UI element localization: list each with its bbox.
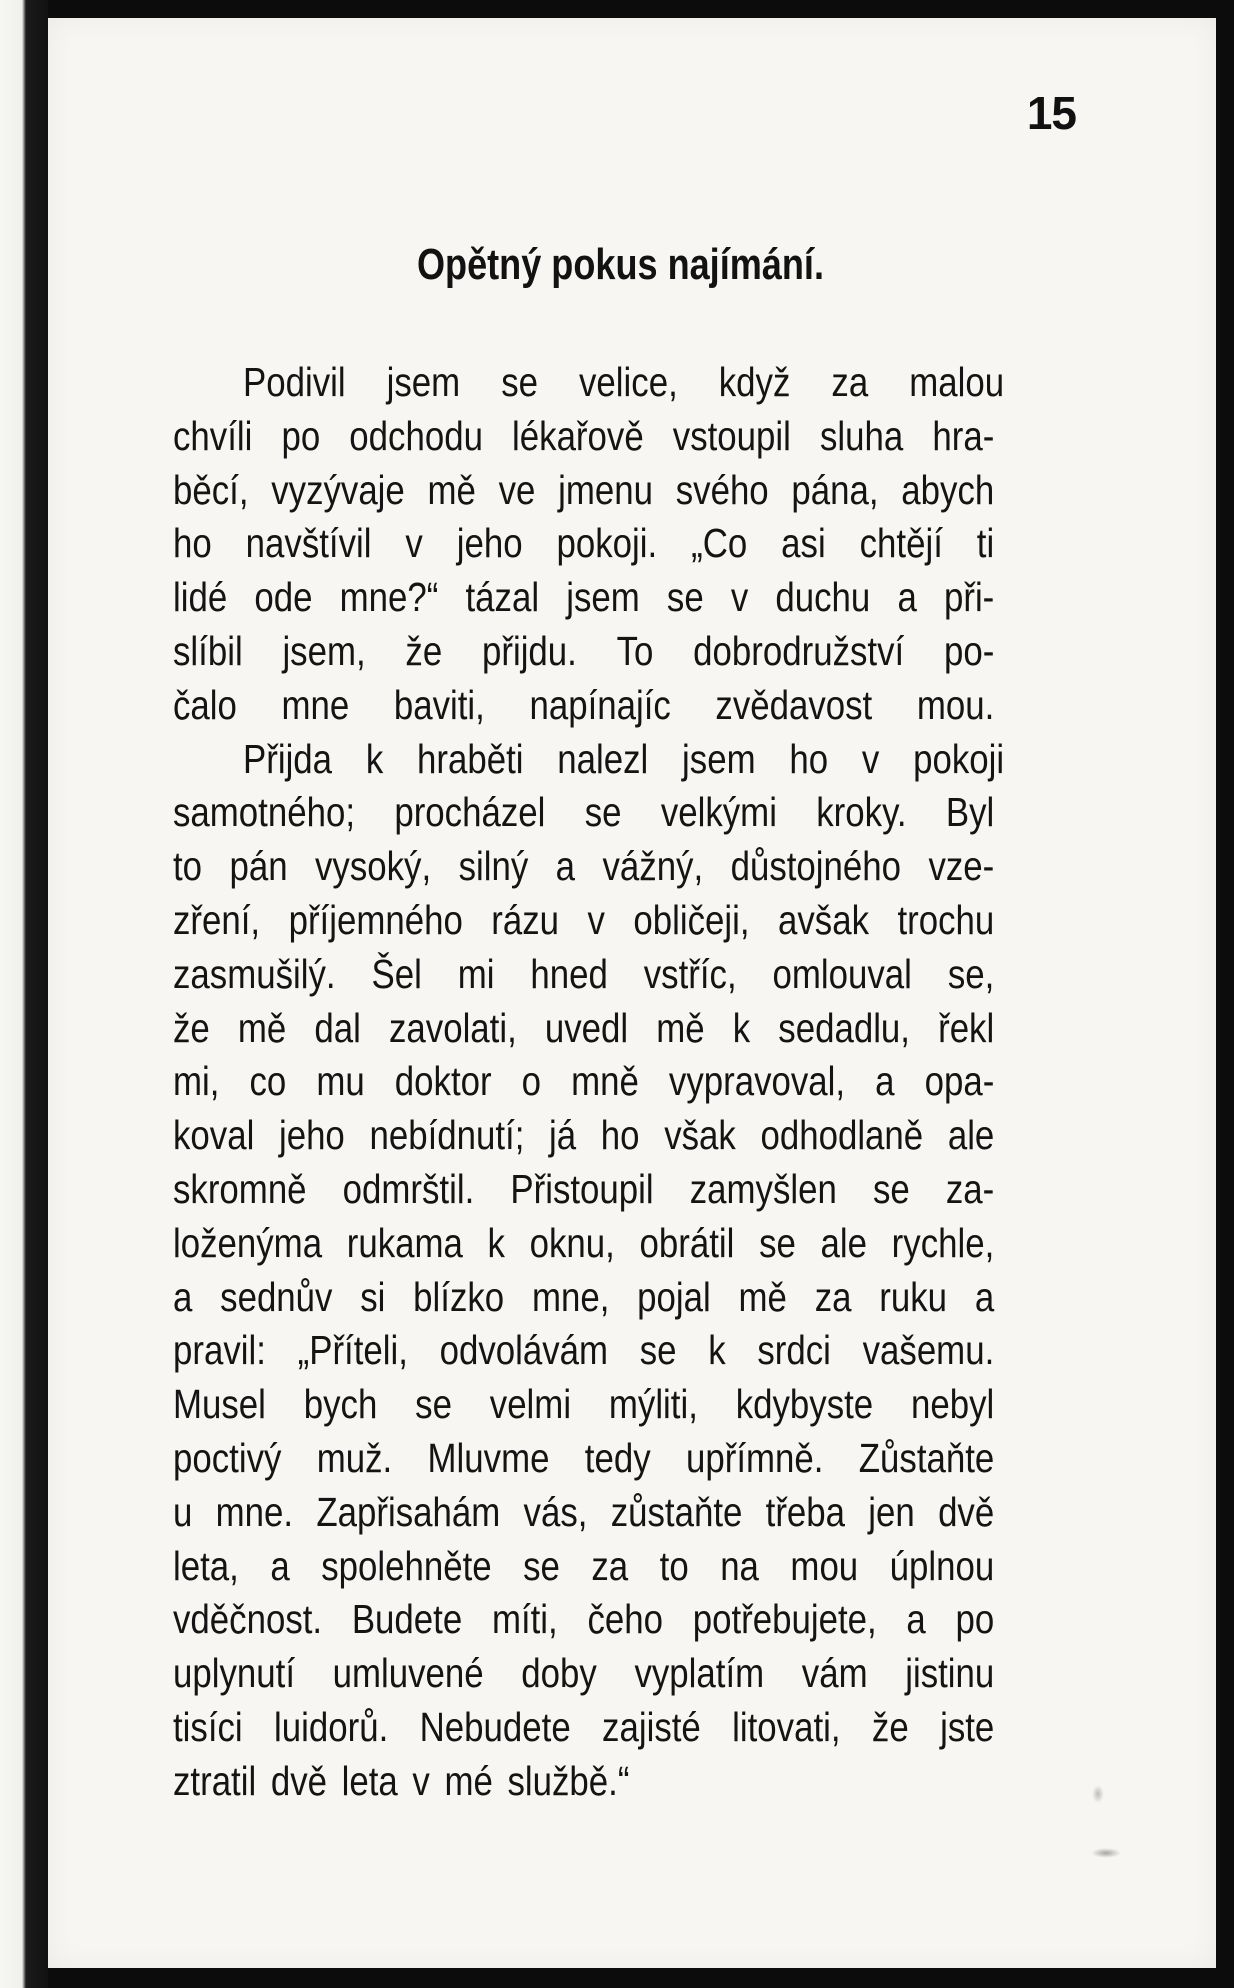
- text-line: ho navštívil v jeho pokoji. „Co asi chtějí ti: [173, 520, 995, 567]
- text-line: u mne. Zapřisahám vás, zůstaňte třeba jen dvě: [173, 1488, 995, 1535]
- scan-edge: [0, 0, 48, 1988]
- text-line: poctivý muž. Mluvme tedy upřímně. Zůstaňte: [173, 1434, 995, 1481]
- text-line: vděčnost. Budete míti, čeho potřebujete, a po: [173, 1596, 995, 1643]
- text-line: leta, a spolehněte se za to na mou úplnou: [173, 1542, 995, 1589]
- text-line: mi, co mu doktor o mně vypravoval, a opa-: [173, 1058, 995, 1105]
- text-line: zření, příjemného rázu v obličeji, avšak trochu: [173, 896, 995, 943]
- text-line: čalo mne baviti, napínajíc zvědavost mou.: [173, 681, 995, 728]
- text-line: a sednův si blízko mne, pojal mě za ruku a: [173, 1273, 995, 1320]
- text-line: pravil: „Příteli, odvolávám se k srdci vašemu.: [173, 1327, 995, 1374]
- text-line: skromně odmrštil. Přistoupil zamyšlen se za-: [173, 1165, 995, 1212]
- text-line: loženýma rukama k oknu, obrátil se ale rychle,: [173, 1219, 995, 1266]
- text-line: slíbil jsem, že přijdu. To dobrodružství po-: [173, 627, 995, 674]
- text-line: to pán vysoký, silný a vážný, důstojného vze-: [173, 843, 995, 890]
- page-number: 15: [1026, 87, 1076, 139]
- book-page: [48, 18, 1216, 1968]
- text-line: koval jeho nebídnutí; já ho však odhodlaně ale: [173, 1112, 995, 1159]
- text-line: běcí, vyzývaje mě ve jmenu svého pána, abych: [173, 466, 995, 513]
- text-line: Podivil jsem se velice, když za malou: [243, 359, 1005, 405]
- ink-speck: [1091, 1848, 1121, 1858]
- ink-speck: [1092, 1785, 1104, 1803]
- text-line: zasmušilý. Šel mi hned vstříc, omlouval se,: [173, 950, 995, 997]
- text-line: tisíci luidorů. Nebudete zajisté litovati, že jste: [173, 1703, 995, 1750]
- text-line: Musel bych se velmi mýliti, kdybyste nebyl: [173, 1381, 995, 1428]
- text-line: ztratil dvě leta v mé službě.“: [173, 1757, 630, 1804]
- text-line: samotného; procházel se velkými kroky. Byl: [173, 789, 995, 836]
- text-line: že mě dal zavolati, uvedl mě k sedadlu, řekl: [173, 1004, 995, 1051]
- text-line: lidé ode mne?“ tázal jsem se v duchu a při-: [173, 574, 995, 621]
- text-line: chvíli po odchodu lékařově vstoupil sluha hra-: [173, 412, 995, 459]
- chapter-title: Opětný pokus najímání.: [416, 240, 824, 289]
- text-line: Přijda k hraběti nalezl jsem ho v pokoji: [243, 735, 1005, 782]
- text-line: uplynutí umluvené doby vyplatím vám jistinu: [173, 1650, 995, 1697]
- body-text: [173, 356, 1128, 1809]
